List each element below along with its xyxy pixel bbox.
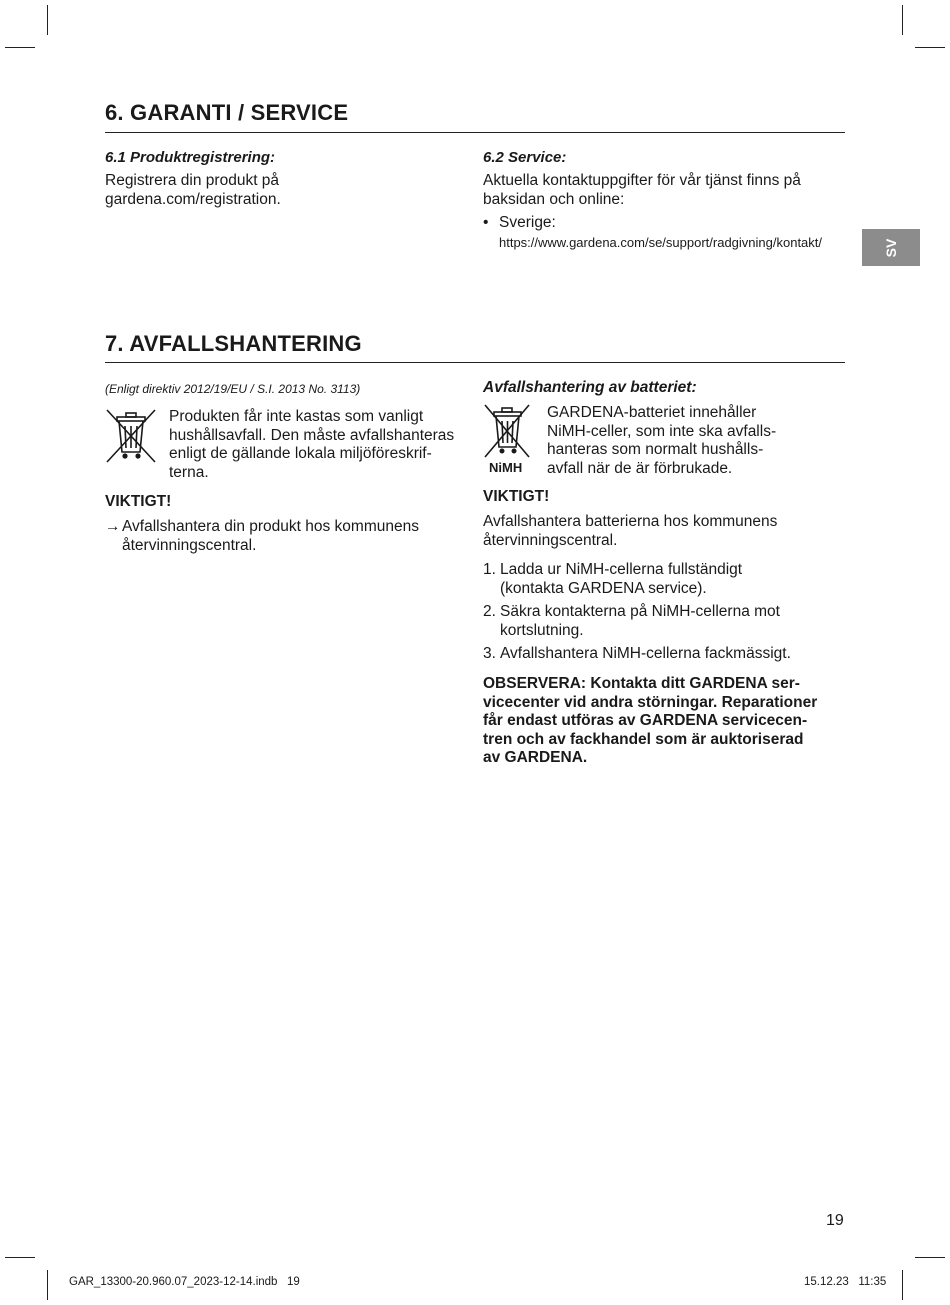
crop-mark: [902, 5, 903, 35]
footer-date: 15.12.23 11:35: [804, 1276, 887, 1288]
step-number: 2.: [483, 603, 496, 620]
text-line: Avfallshantera din produkt hos kommunens: [122, 518, 419, 535]
footer-file-name: GAR_13300-20.960.07_2023-12-14.indb 19: [69, 1276, 300, 1288]
step-line: Säkra kontakterna på NiMH-cellerna mot: [500, 603, 780, 620]
crop-mark: [5, 47, 35, 48]
service-url: https://www.gardena.com/se/support/radgivning/kontakt/: [499, 234, 823, 250]
battery-heading: Avfallshantering av batteriet:: [483, 379, 697, 396]
service-heading: 6.2 Service:: [483, 149, 567, 166]
registration-line: Registrera din produkt på: [105, 172, 280, 189]
section-6-rule: [105, 132, 845, 133]
bullet-dot-icon: •: [483, 214, 489, 231]
crop-mark: [915, 47, 945, 48]
step-number: 1.: [483, 561, 496, 578]
section-7-rule: [105, 362, 845, 363]
service-line: baksidan och online:: [483, 190, 625, 208]
language-tab: [862, 229, 920, 266]
section-7-title: 7. AVFALLSHANTERING: [105, 331, 362, 356]
crop-mark: [5, 1257, 35, 1258]
product-disposal-text: [169, 408, 469, 482]
crop-mark: [902, 1270, 903, 1300]
important-heading: VIKTIGT!: [105, 493, 172, 510]
observera-notice: [483, 675, 853, 768]
section-6-title: 6. GARANTI / SERVICE: [105, 100, 349, 125]
text-line: hanteras som normalt hushålls-: [547, 441, 764, 458]
service-info: [483, 149, 863, 250]
text-line: OBSERVERA: Kontakta ditt GARDENA ser-: [483, 675, 800, 692]
bullet-country: Sverige:: [499, 214, 556, 231]
text-line: av GARDENA.: [483, 749, 588, 766]
service-bullet: [483, 214, 863, 233]
nimh-label: NiMH: [489, 460, 523, 475]
product-registration: [105, 149, 445, 209]
directive-note: (Enligt direktiv 2012/19/EU / S.I. 2013 No. 3113): [105, 382, 361, 396]
language-tab-label: SV: [883, 238, 899, 257]
list-item: [483, 603, 843, 640]
text-line: hushållsavfall. Den måste avfallshanteras: [169, 426, 455, 444]
text-line: GARDENA-batteriet innehåller: [547, 404, 757, 421]
crop-mark: [47, 5, 48, 35]
step-line: (kontakta GARDENA service).: [500, 579, 707, 597]
registration-heading: 6.1 Produktregistrering:: [105, 149, 276, 166]
text-line: Avfallshantera batterierna hos kommunens: [483, 513, 778, 530]
text-line: terna.: [169, 463, 209, 481]
battery-instruction: [483, 513, 843, 550]
text-line: tren och av fackhandel som är auktoriserad: [483, 730, 804, 748]
step-line: Avfallshantera NiMH-cellerna fackmässigt.: [500, 645, 791, 662]
page-number: 19: [826, 1212, 844, 1229]
text-line: vicecenter vid andra störningar. Reparationer: [483, 693, 818, 711]
arrow-line: [105, 518, 465, 537]
text-line: Produkten får inte kastas som vanligt: [169, 408, 424, 425]
text-line: återvinningscentral.: [122, 536, 257, 554]
step-line: kortslutning.: [500, 621, 584, 639]
list-item: [483, 561, 843, 598]
registration-line: gardena.com/registration.: [105, 190, 281, 208]
text-line: återvinningscentral.: [483, 531, 618, 549]
battery-bin-icon: [483, 403, 533, 479]
battery-disposal-text: [547, 404, 847, 478]
text-line: avfall när de är förbrukade.: [547, 459, 733, 477]
service-line: Aktuella kontaktuppgifter för vår tjänst finns på: [483, 172, 801, 189]
step-number: 3.: [483, 645, 496, 662]
battery-steps: [483, 561, 843, 669]
step-line: Ladda ur NiMH-cellerna fullständigt: [500, 561, 743, 578]
crossed-bin-icon: [105, 408, 157, 464]
disposal-instruction: [105, 518, 465, 555]
crop-mark: [47, 1270, 48, 1300]
arrow-right-icon: →: [105, 518, 121, 535]
crop-mark: [915, 1257, 945, 1258]
text-line: NiMH-celler, som inte ska avfalls-: [547, 422, 777, 440]
list-item: [483, 645, 843, 664]
important-heading: VIKTIGT!: [483, 488, 550, 505]
text-line: enligt de gällande lokala miljöföreskrif-: [169, 445, 432, 462]
text-line: får endast utföras av GARDENA servicecen-: [483, 712, 808, 729]
